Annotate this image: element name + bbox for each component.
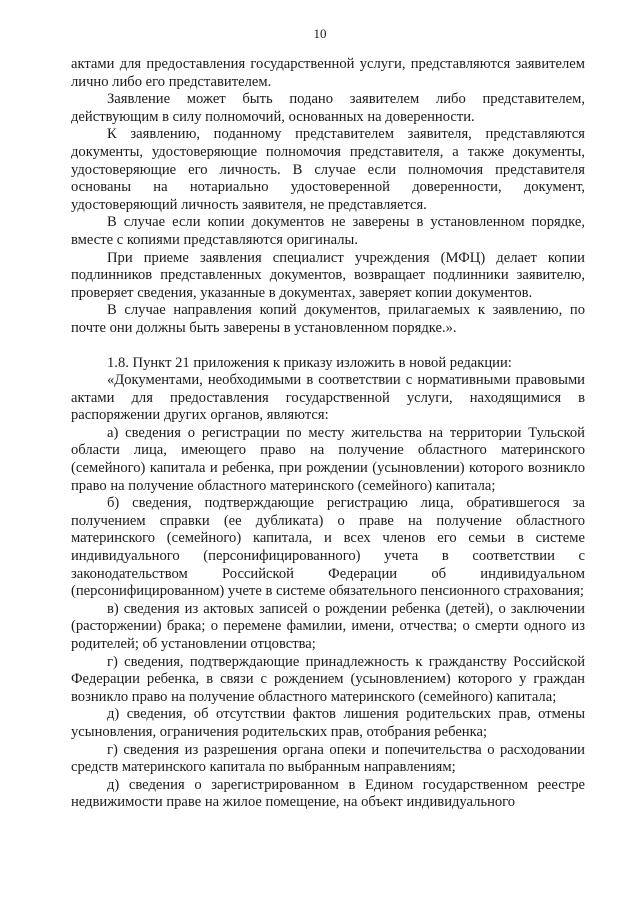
page-number: 10 <box>313 26 327 41</box>
paragraph: «Документами, необходимыми в соответствии с нормативными правовыми актами для предоставления государственной услуги, находящимися в распоряжении других органов, являются: <box>71 372 585 424</box>
paragraph: 1.8. Пункт 21 приложения к приказу изложить в новой редакции: <box>107 354 512 371</box>
paragraph: б) сведения, подтверждающие регистрацию лица, обратившегося за получением справки (ее дубликата) о праве на получение областного материнского (семейного) капитала, и всех членов его семьи в системе индивидуального (персонифицированного) учета в соответствии с законодательством Российской Федерации об индивидуальном (персонифицированном) учете в системе обязательного пенсионного страхования; <box>71 495 585 600</box>
paragraph: д) сведения, об отсутствии фактов лишения родительских прав, отмены усыновления, ограничения родительских прав, отобрания ребенка; <box>71 706 585 740</box>
paragraph: К заявлению, поданному представителем заявителя, представляются документы, удостоверяющие полномочия представителя, а также документы, удостоверяющие его личность. В случае если полномочия представителя основаны на нотариально удостоверенной доверенности, документ, удостоверяющий личность заявителя, не представляется. <box>71 126 585 213</box>
paragraph: В случае если копии документов не заверены в установленном порядке, вместе с копиями представляются оригиналы. <box>71 214 585 248</box>
paragraph: д) сведения о зарегистрированном в Едином государственном реестре недвижимости праве на жилое помещение, на объект индивидуального <box>71 776 585 811</box>
paragraph: В случае направления копий документов, прилагаемых к заявлению, по почте они должны быть заверены в установленном порядке.». <box>71 302 585 336</box>
paragraph: При приеме заявления специалист учреждения (МФЦ) делает копии подлинников представленных документов, возвращает подлинники заявителю, проверяет сведения, указанные в документах, заверяет копии документов. <box>71 249 585 301</box>
paragraph: г) сведения из разрешения органа опеки и попечительства о расходовании средств материнского капитала по выбранным направлениям; <box>71 741 585 776</box>
paragraph: г) сведения, подтверждающие принадлежность к гражданству Российской Федерации ребенка, в связи с рождением (усыновлением) которого у граждан возникло право на получение областного материнского (семейного) капитала; <box>71 653 585 705</box>
document-body <box>71 56 585 812</box>
paragraph: а) сведения о регистрации по месту жительства на территории Тульской области лица, имеющего право на получение областного материнского (семейного) капитала и ребенка, при рождении (усыновлении) которого возникло право на получение областного материнского (семейного) капитала; <box>71 424 585 494</box>
paragraph: Заявление может быть подано заявителем либо представителем, действующим в силу полномочий, основанных на доверенности. <box>71 91 585 125</box>
paragraph: в) сведения из актовых записей о рождении ребенка (детей), о заключении (расторжении) брака; о перемене фамилии, имени, отчества; о смерти одного из родителей; об установлении отцовства; <box>71 600 585 652</box>
paragraph: актами для предоставления государственной услуги, представляются заявителем лично либо его представителем. <box>71 56 585 90</box>
